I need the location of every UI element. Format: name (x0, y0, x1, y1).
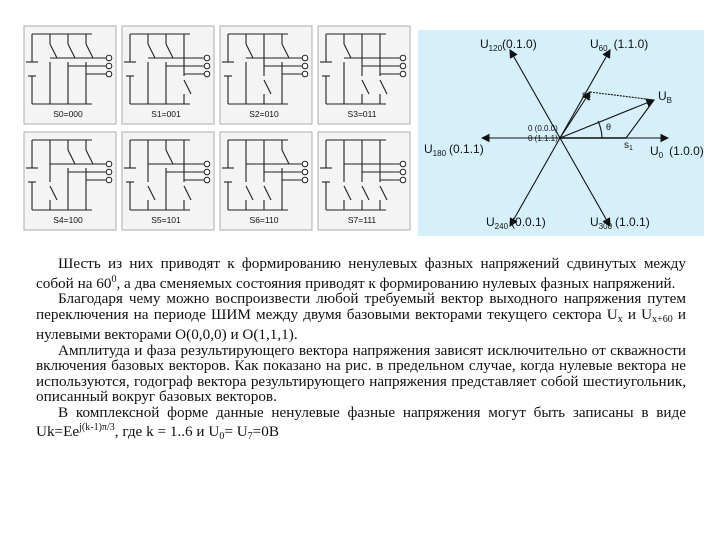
switch-state-label: S1=001 (151, 109, 181, 119)
vector-u240 (510, 138, 560, 226)
body-text (36, 256, 686, 445)
switch-panel-5 (122, 132, 214, 230)
switch-state-label: S5=101 (151, 215, 181, 225)
switch-state-label: S7=111 (347, 215, 377, 225)
label-u120: $U_{120}(0.1.0)$ (480, 37, 537, 53)
label-u180: $U_{180}$ (0.1.1) (424, 142, 484, 158)
paragraph-4: В комплексной форме данные ненулевые фазные напряжения могут быть записаны в виде $Uk=Ee^{j(k-1)\pi/3}$, где k = 1..6 и $U_0= U_7=0B$ (36, 403, 686, 442)
label-s2: $s_2$ (582, 90, 591, 102)
switch-panel-7 (318, 132, 410, 230)
switch-panel-4 (24, 132, 116, 230)
label-u240: $U_{240}$ (0.0.1) (486, 215, 546, 231)
switch-state-label: S4=100 (53, 215, 83, 225)
theta-arc (598, 121, 602, 138)
label-u0: $U_0$ (1.0.0) (650, 144, 704, 160)
switch-panel-1 (122, 26, 214, 124)
label-ub: $U_B$ (658, 89, 673, 105)
label-zero-000: 0 (0.0.0) (528, 124, 558, 133)
switch-state-grid (22, 24, 416, 236)
paragraph-2: Благодаря чему можно воспроизвести любой требуемый вектор выходного напряжения путем переключения на периоде ШИМ между двумя базовыми векторами текущего сектора $U_x$ и $U_{x+60}$ и нулевыми векторами O(0,0,0) и O(1,1,1). (36, 290, 686, 343)
label-zero-111: 0 (1.1.1) (528, 134, 558, 143)
switch-state-label: S0=000 (53, 109, 83, 119)
switch-state-label: S3=011 (347, 109, 377, 119)
switch-panel-2 (220, 26, 312, 124)
switch-panel-3 (318, 26, 410, 124)
label-u300: $U_{300}$ (1.0.1) (590, 215, 650, 231)
switch-panel-0 (24, 26, 116, 124)
switch-panel-6 (220, 132, 312, 230)
paragraph-1: Шесть из них приводят к формированию ненулевых фазных напряжений сдвинутых между собой на $60^0$, а два сменяемых состояния приводят к формированию нулевых фазных напряжений. (36, 255, 686, 292)
space-vector-diagram (418, 30, 704, 236)
switch-state-label: S2=010 (249, 109, 279, 119)
label-s1: $s_1$ (624, 140, 633, 152)
switch-state-label: S6=110 (249, 215, 279, 225)
label-u60: $U_{60}$ (1.1.0) (590, 37, 649, 53)
vector-u300 (560, 138, 610, 226)
paragraph-3: Амплитуда и фаза результирующего вектора напряжения зависят исключительно от скважности включения базовых векторов. Как показано на рис. в предельном случае, когда нулевые вектора не используются, годограф вектора результирующего напряжения представляет собой шестиугольник, описанный вокруг базовых векторов. (36, 341, 686, 405)
projection-line-1 (590, 92, 654, 100)
label-theta: θ (606, 122, 612, 132)
